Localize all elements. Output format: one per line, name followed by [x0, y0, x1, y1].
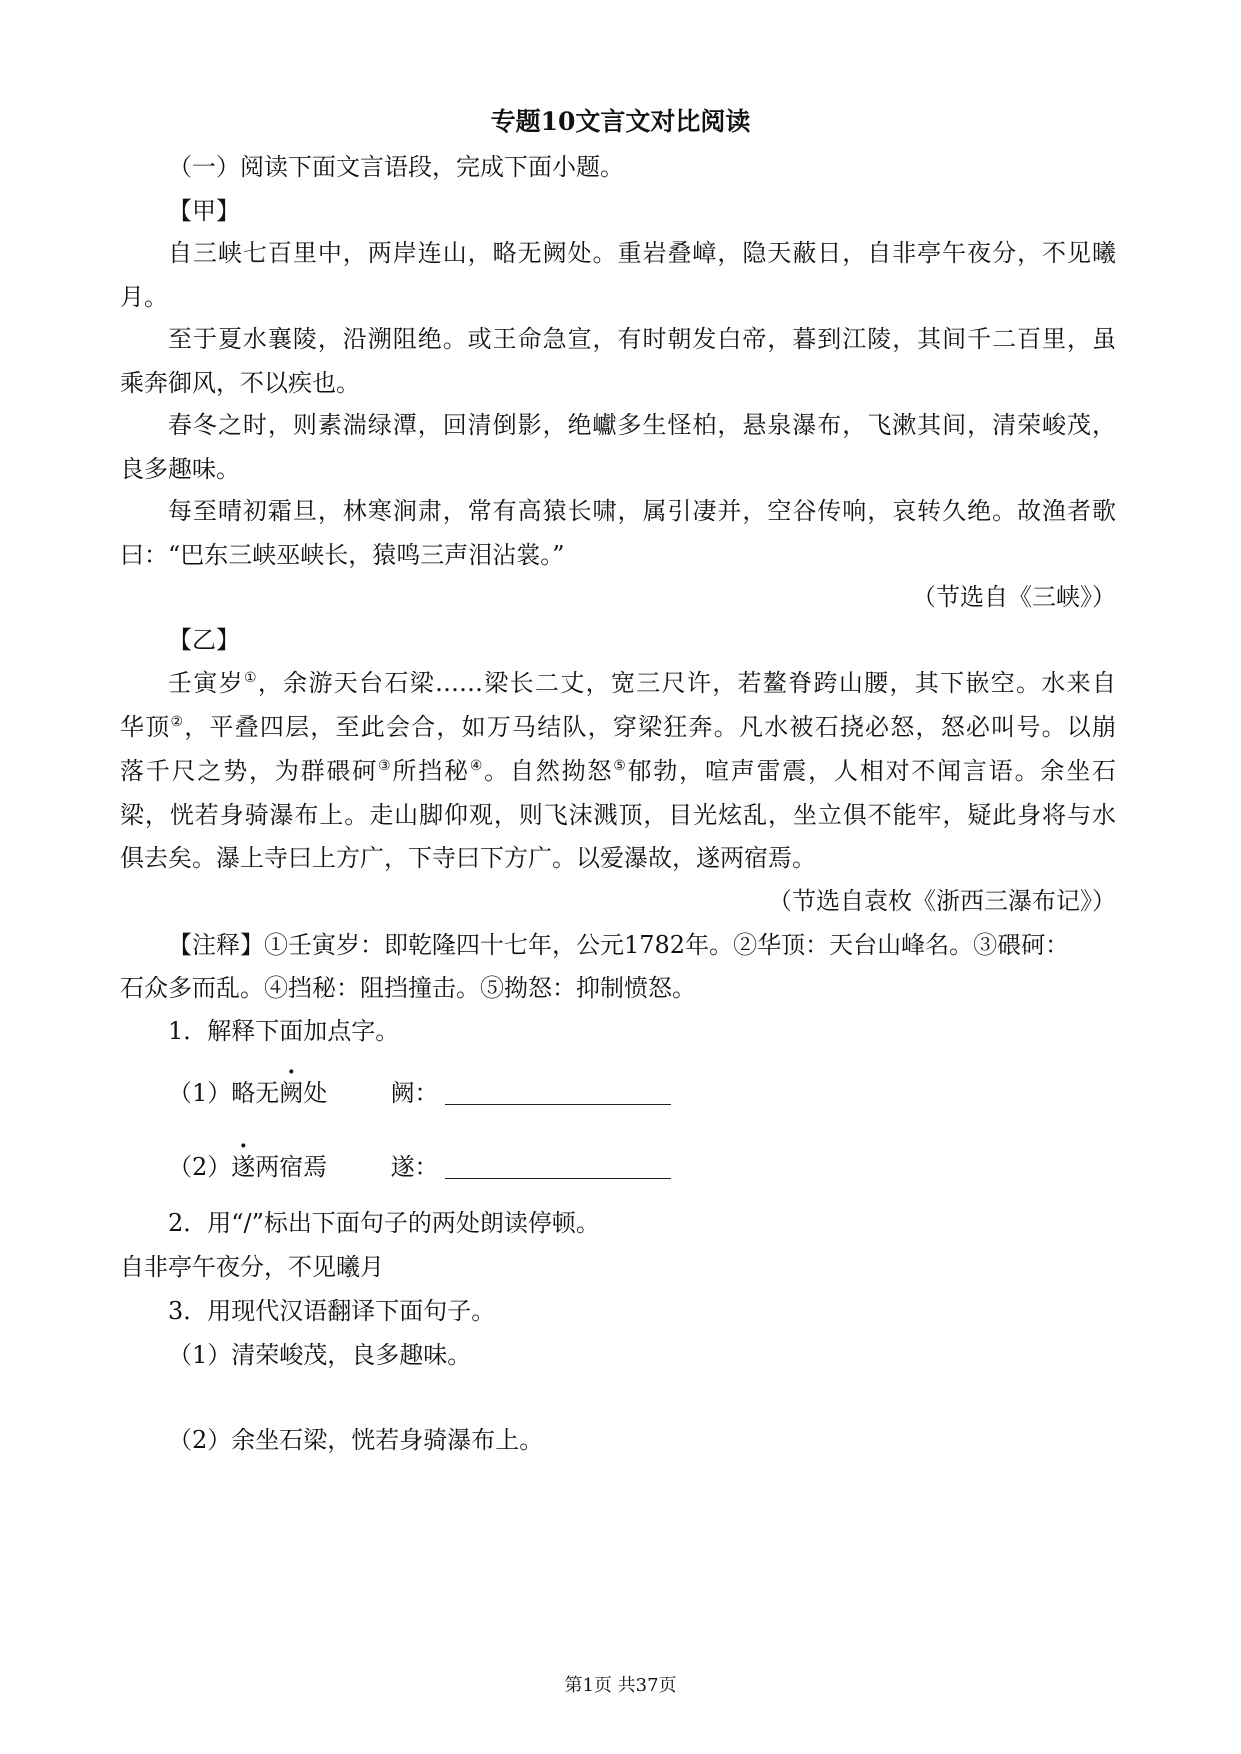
- question-1-stem: 1．解释下面加点字。: [168, 1017, 400, 1045]
- jia-paragraph-1-line-2: 月。: [120, 283, 168, 311]
- answer-blank[interactable]: [445, 1156, 671, 1179]
- yi-text: ，平叠四层，至此会合，如万马结队，穿梁狂奔。凡水被石挠必怒，怒必叫号。以崩: [184, 713, 1117, 741]
- footnote-marker: ③: [378, 758, 393, 774]
- answer-label: 遂：: [390, 1153, 439, 1181]
- yi-text: 华顶: [120, 713, 171, 741]
- answer-label: 阙：: [390, 1079, 439, 1107]
- yi-source: （节选自袁枚《浙西三瀑布记》）: [768, 887, 1116, 915]
- yi-text: 所挡秘: [392, 757, 470, 785]
- item-text: （2）: [168, 1153, 232, 1181]
- yi-text: 郁勃，喧声雷震，人相对不闻言语。余坐石: [627, 757, 1116, 785]
- question-1-item-2: [168, 1152, 1168, 1182]
- question-3-item-1: （1）清荣峻茂，良多趣味。: [168, 1341, 472, 1369]
- item-text: 处: [303, 1079, 328, 1107]
- jia-paragraph-3-line-2: 良多趣味。: [120, 455, 240, 483]
- yi-line-3: [120, 756, 1116, 786]
- footnote-marker: ④: [469, 758, 485, 774]
- section-intro: （一）阅读下面文言语段，完成下面小题。: [168, 153, 624, 181]
- dotted-character: 遂: [231, 1153, 256, 1181]
- jia-paragraph-2-line-2: 乘奔御风，不以疾也。: [120, 369, 360, 397]
- footnote-marker: ②: [170, 714, 185, 730]
- item-text: 两宿焉: [255, 1153, 328, 1181]
- yi-text: ，余游天台石梁……梁长二丈，宽三尺许，若鳌脊跨山腰，其下嵌空。水来自: [257, 669, 1116, 697]
- notes-line-1: 【注释】①壬寅岁：即乾隆四十七年，公元1782年。②华顶：天台山峰名。③碨砢：: [168, 931, 1070, 959]
- question-3-stem: 3．用现代汉语翻译下面句子。: [168, 1297, 496, 1325]
- dotted-character: 阙: [279, 1079, 304, 1107]
- question-1-item-1: [168, 1078, 1168, 1108]
- jia-paragraph-2-line-1: 至于夏水襄陵，沿溯阻绝。或王命急宣，有时朝发白帝，暮到江陵，其间千二百里，虽: [168, 325, 1116, 353]
- yi-line-1: [168, 668, 1116, 698]
- page-title: 专题10文言文对比阅读: [490, 107, 751, 136]
- page-footer: 第1页 共37页: [564, 1675, 677, 1696]
- yi-text: 壬寅岁: [168, 669, 244, 697]
- jia-source: （节选自《三峡》）: [912, 583, 1116, 611]
- question-2-sentence: 自非亭午夜分，不见曦月: [120, 1253, 384, 1281]
- question-2-stem: 2．用“/”标出下面句子的两处朗读停顿。: [168, 1209, 600, 1237]
- jia-paragraph-3-line-1: 春冬之时，则素湍绿潭，回清倒影，绝巘多生怪柏，悬泉瀑布，飞漱其间，清荣峻茂，: [168, 411, 1116, 439]
- yi-text: 。自然拗怒: [484, 757, 614, 785]
- footnote-marker: ①: [243, 670, 258, 686]
- jia-paragraph-4-line-2: 曰：“巴东三峡巫峡长，猿鸣三声泪沾裳。”: [120, 541, 565, 569]
- jia-paragraph-1-line-1: 自三峡七百里中，两岸连山，略无阙处。重岩叠嶂，隐天蔽日，自非亭午夜分，不见曦: [168, 239, 1116, 267]
- jia-paragraph-4-line-1: 每至晴初霜旦，林寒涧肃，常有高猿长啸，属引凄并，空谷传响，哀转久绝。故渔者歌: [168, 497, 1116, 525]
- notes-line-2: 石众多而乱。④挡秘：阻挡撞击。⑤拗怒：抑制愤怒。: [120, 974, 696, 1002]
- yi-line-4: 梁，恍若身骑瀑布上。走山脚仰观，则飞沫溅顶，目光炫乱，坐立俱不能牢，疑此身将与水: [120, 801, 1116, 829]
- yi-line-2: [120, 712, 1116, 742]
- yi-label: 【乙】: [168, 626, 240, 654]
- yi-text: 落千尺之势，为群碨砢: [120, 757, 379, 785]
- item-text: （1）略无: [168, 1079, 280, 1107]
- question-3-item-2: （2）余坐石梁，恍若身骑瀑布上。: [168, 1426, 544, 1454]
- footnote-marker: ⑤: [613, 758, 628, 774]
- answer-blank[interactable]: [445, 1082, 671, 1105]
- yi-line-5: 俱去矣。瀑上寺曰上方广，下寺曰下方广。以爱瀑故，遂两宿焉。: [120, 844, 816, 872]
- jia-label: 【甲】: [168, 197, 240, 225]
